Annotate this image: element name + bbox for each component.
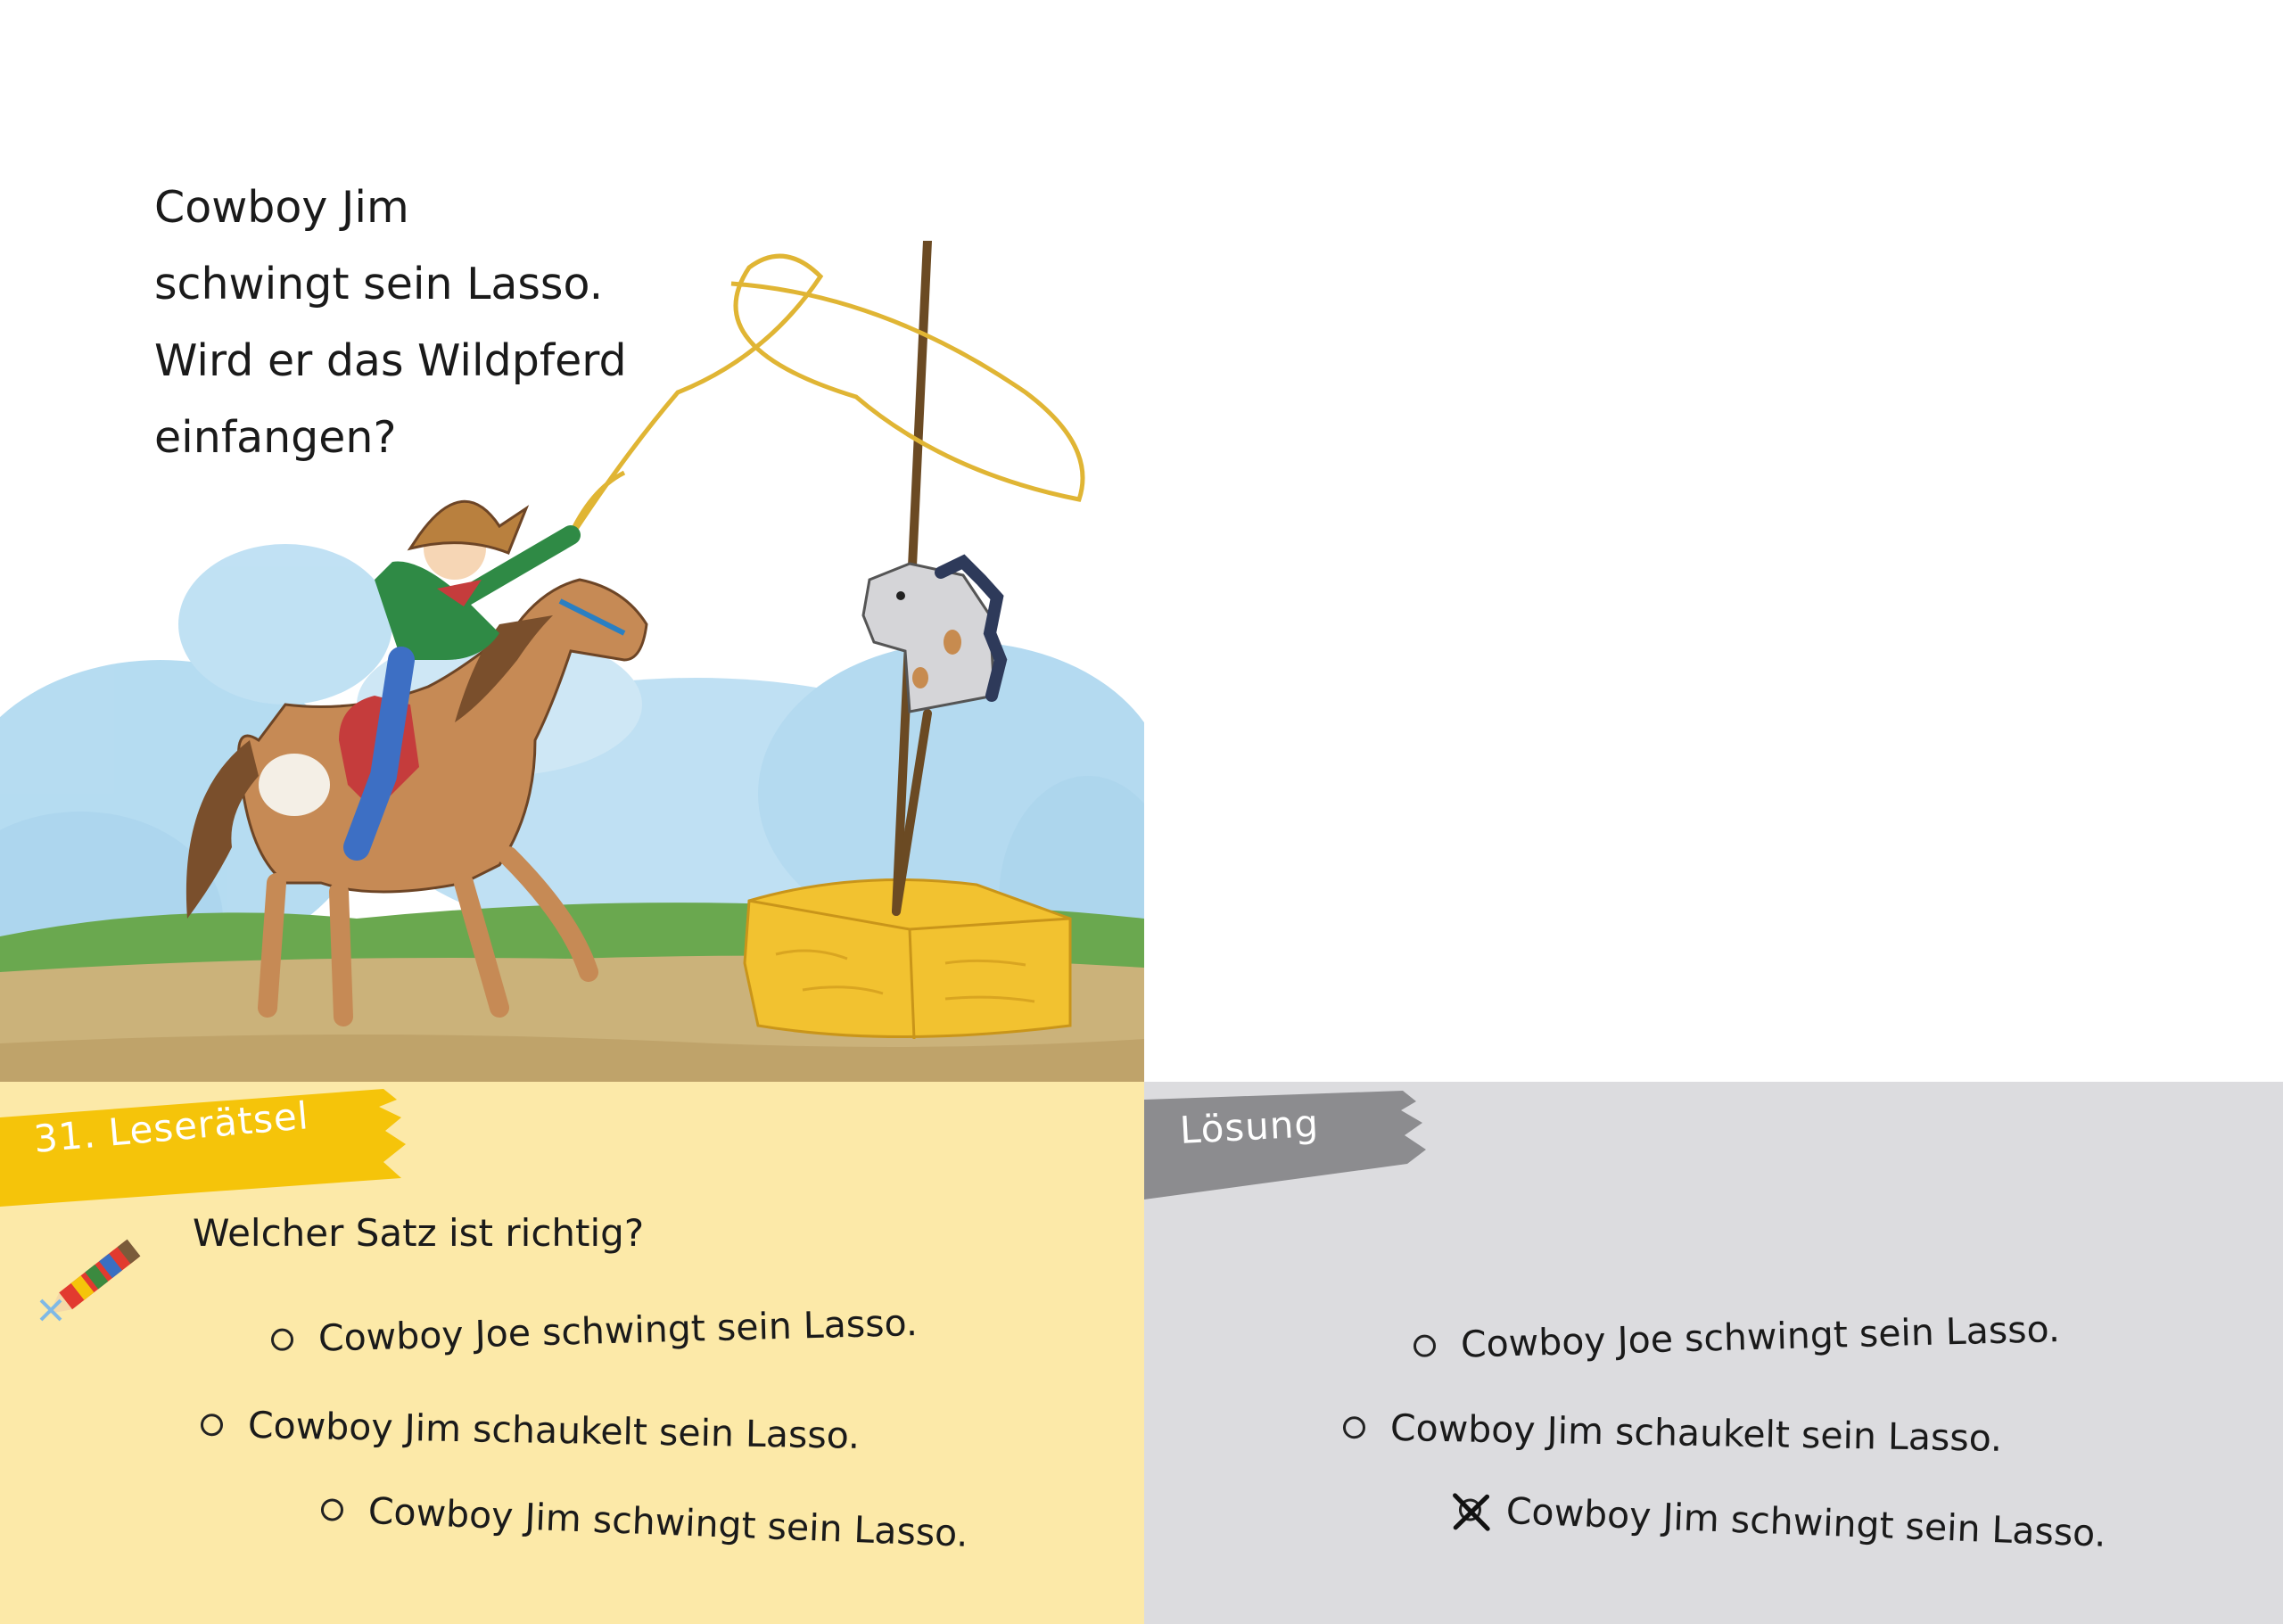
checkbox-circle-icon bbox=[1459, 1498, 1482, 1521]
checkbox-circle-icon[interactable] bbox=[321, 1498, 344, 1521]
pencil-icon bbox=[34, 1220, 168, 1327]
checkbox-circle-icon bbox=[1343, 1416, 1365, 1439]
question-text: Welcher Satz ist richtig? bbox=[193, 1211, 645, 1255]
solution-tag: Lösung bbox=[1178, 1101, 1321, 1152]
checkbox-circle-icon[interactable] bbox=[271, 1328, 294, 1351]
puzzle-option-2[interactable] bbox=[201, 1403, 861, 1457]
cross-mark-icon bbox=[1450, 1491, 1493, 1532]
solution-option-2 bbox=[1343, 1406, 2003, 1460]
option-label: Cowboy Joe schwingt sein Lasso. bbox=[317, 1301, 919, 1360]
cowboy-illustration bbox=[0, 241, 1144, 1083]
puzzle-option-3[interactable] bbox=[320, 1488, 968, 1555]
option-label: Cowboy Joe schwingt sein Lasso. bbox=[1460, 1307, 2061, 1366]
solution-panel bbox=[1144, 1082, 2283, 1624]
story-line: Cowboy Jim bbox=[154, 182, 409, 233]
puzzle-panel bbox=[0, 1082, 1144, 1624]
option-label: Cowboy Jim schwingt sein Lasso. bbox=[367, 1489, 969, 1555]
puzzle-option-1[interactable] bbox=[270, 1301, 918, 1361]
option-label: Cowboy Jim schwingt sein Lasso. bbox=[1505, 1489, 2107, 1555]
hay-bale bbox=[745, 879, 1070, 1039]
story-line: schwingt sein Lasso. bbox=[154, 259, 604, 309]
checkbox-circle-icon[interactable] bbox=[201, 1414, 223, 1436]
option-label: Cowboy Jim schaukelt sein Lasso. bbox=[247, 1403, 861, 1457]
solution-option-1 bbox=[1413, 1307, 2060, 1367]
solution-option-3 bbox=[1458, 1488, 2106, 1555]
puzzle-tag: 31. Leserätsel bbox=[31, 1093, 311, 1161]
story-line: Wird er das Wildpferd bbox=[154, 335, 627, 386]
story-line: einfangen? bbox=[154, 412, 397, 463]
option-label: Cowboy Jim schaukelt sein Lasso. bbox=[1389, 1406, 2003, 1460]
checkbox-circle-icon bbox=[1413, 1334, 1437, 1357]
